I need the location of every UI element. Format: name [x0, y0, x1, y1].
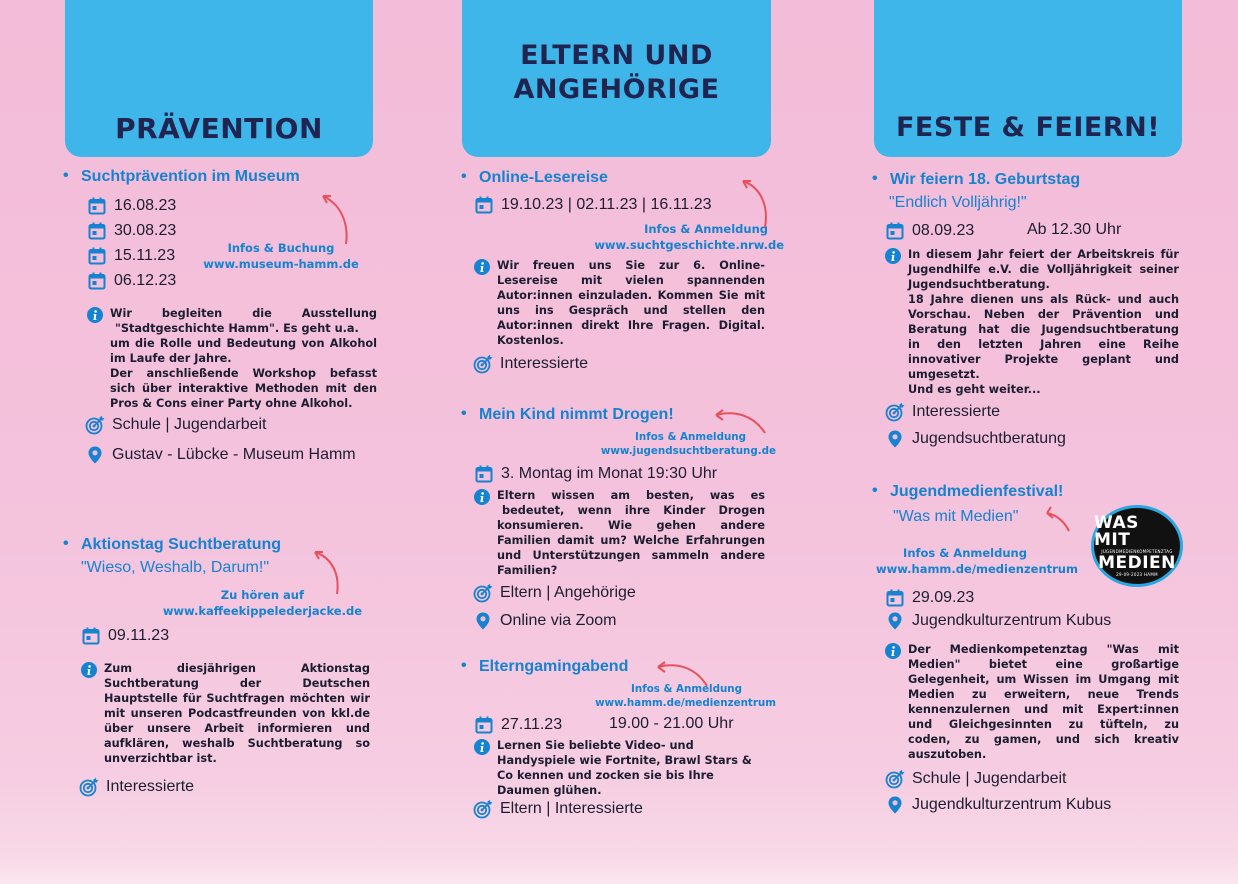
location-pin-icon: [885, 795, 905, 815]
event-link[interactable]: Infos & Anmeldung www.hamm.de/medienzentrum: [876, 546, 1078, 576]
event-info: [474, 738, 770, 798]
event-audience: Schule | Jugendarbeit: [885, 769, 1066, 789]
info-icon: [87, 307, 103, 323]
event-date: 15.11.23: [87, 246, 175, 266]
event-time: Ab 12.30 Uhr: [1027, 221, 1122, 238]
event-title: • Mein Kind nimmt Drogen!: [479, 406, 674, 424]
event-audience: Interessierte: [79, 777, 194, 797]
event-location: Jugendsuchtberatung: [885, 429, 1066, 449]
event-link[interactable]: Zu hören auf www.kaffeekippelederjacke.de: [162, 588, 362, 618]
arrow-icon: [738, 177, 772, 229]
calendar-icon: [474, 464, 494, 484]
event-info-text: Wir begleiten die Ausstellung "Stadtgeschichte Hamm". Es geht u.a. um die Rolle und Bedeutung von Alkohol im Laufe der Jahre. Der anschließende Workshop befasst sich über interaktive Methoden mit den Pros & Cons einer Party ohne Alkohol.: [110, 307, 377, 410]
event-location: Online via Zoom: [473, 611, 617, 631]
event-date: 08.09.23: [885, 221, 974, 241]
event-subtitle: "Endlich Volljährig!": [889, 194, 1027, 211]
arrow-icon: [1042, 505, 1072, 533]
event-info: [885, 642, 1181, 762]
calendar-icon: [87, 196, 107, 216]
event-link[interactable]: Infos & Anmeldung www.hamm.de/medienzentrum: [595, 683, 776, 709]
calendar-icon: [87, 221, 107, 241]
event-time: 19.00 - 21.00 Uhr: [609, 715, 734, 732]
event-subtitle: "Wieso, Weshalb, Darum!": [81, 559, 270, 576]
event-date: 16.08.23: [87, 196, 176, 216]
target-icon: [885, 769, 905, 789]
event-info-text: Lernen Sie beliebte Video- und Handyspiele wie Fortnite, Brawl Stars & Co kennen und zocken sie bis Ihre Daumen glühen.: [497, 739, 752, 797]
banner-feste: [874, 0, 1182, 157]
event-audience: Interessierte: [473, 354, 588, 374]
event-info: [81, 661, 371, 766]
event-info-text: Wir freuen uns Sie zur 6. Online- Lesereise mit vielen spannenden Autor:innen einzuladen. Kommen Sie mit uns ins Gespräch und stellen den Autor:innen direkt Ihre Fragen. Digital. Kostenlos.: [497, 259, 765, 347]
banner-title: FESTE & FEIERN!: [895, 112, 1161, 143]
info-icon: [885, 248, 901, 264]
event-info-text: In diesem Jahr feiert der Arbeitskreis für Jugendhilfe e.V. die Volljährigkeit seiner Jugendsuchtberatung. 18 Jahre dienen uns als Rück- und auch Vorschau. Neben der Prävention und Beratung hat die Jugendsuchtberatung in den letzten Jahren eine Reihe innovativer Projekte geplant und umgesetzt. Und es geht weiter...: [908, 248, 1179, 396]
event-location: Gustav - Lübcke - Museum Hamm: [85, 445, 356, 465]
event-link[interactable]: Infos & Buchung www.museum-hamm.de: [203, 241, 359, 271]
calendar-icon: [885, 588, 905, 608]
event-date: 06.12.23: [87, 271, 176, 291]
was-mit-medien-logo: WAS MIT JUGENDMEDIENKOMPETENZTAG MEDIEN 29-09-2023 HAMM: [1091, 505, 1183, 587]
event-title: • Elterngamingabend: [479, 658, 628, 676]
location-pin-icon: [885, 611, 905, 631]
event-date: 27.11.23: [474, 715, 562, 735]
event-date: 09.11.23: [81, 626, 169, 646]
event-info: [87, 306, 377, 411]
location-pin-icon: [473, 611, 493, 631]
event-location: Jugendkulturzentrum Kubus: [885, 795, 1111, 815]
event-location: Jugendkulturzentrum Kubus: [885, 611, 1111, 631]
calendar-icon: [81, 626, 101, 646]
event-title: • Wir feiern 18. Geburtstag: [890, 171, 1080, 189]
event-audience: Interessierte: [885, 402, 1000, 422]
event-audience: Schule | Jugendarbeit: [85, 415, 266, 435]
banner-praevention: [65, 0, 373, 157]
event-subtitle: "Was mit Medien": [893, 508, 1019, 525]
target-icon: [85, 415, 105, 435]
calendar-icon: [87, 246, 107, 266]
info-icon: [474, 739, 490, 755]
event-link[interactable]: Infos & Anmeldung www.jugendsuchtberatung.de: [600, 431, 776, 457]
info-icon: [885, 643, 901, 659]
banner-title-line2: ANGEHÖRIGE: [513, 74, 720, 105]
target-icon: [473, 583, 493, 603]
target-icon: [79, 777, 99, 797]
event-info-text: Eltern wissen am besten, was es bedeutet, wenn ihre Kinder Drogen konsumieren. Wie gehen andere Familien damit um? Welche Erfahrungen und Unterstützungen sammeln andere Familien?: [497, 489, 765, 577]
banner-title: PRÄVENTION: [115, 112, 323, 145]
banner-title-line1: ELTERN UND: [520, 40, 713, 71]
calendar-icon: [87, 271, 107, 291]
event-date: 19.10.23 | 02.11.23 | 16.11.23: [474, 195, 712, 215]
event-info: [474, 258, 770, 348]
event-title: • Online-Lesereise: [479, 169, 608, 187]
location-pin-icon: [885, 429, 905, 449]
event-date: 3. Montag im Monat 19:30 Uhr: [474, 464, 717, 484]
event-link[interactable]: Infos & Anmeldung www.suchtgeschichte.nrw.de: [594, 222, 784, 252]
arrow-icon: [310, 548, 344, 596]
info-icon: [474, 489, 490, 505]
banner-eltern: [462, 0, 771, 157]
location-pin-icon: [85, 445, 105, 465]
event-audience: Eltern | Interessierte: [473, 799, 643, 819]
info-icon: [81, 662, 97, 678]
arrow-icon: [318, 192, 352, 246]
target-icon: [885, 402, 905, 422]
event-info: [474, 488, 770, 578]
event-info: [885, 247, 1181, 397]
event-date: 30.08.23: [87, 221, 176, 241]
event-audience: Eltern | Angehörige: [473, 583, 636, 603]
info-icon: [474, 259, 490, 275]
event-info-text: Der Medienkompetenztag "Was mit Medien" bietet eine großartige Gelegenheit, um Wissen im Umgang mit Medien zu erweitern, neue Trends kennenzulernen und mit Expert:innen und Gleichgesinnten zu tüfteln, zu coden, zu gamen, und sich kreativ auszutoben.: [908, 643, 1179, 761]
event-title: • Suchtprävention im Museum: [81, 168, 300, 186]
event-info-text: Zum diesjährigen Aktionstag Suchtberatung der Deutschen Hauptstelle für Suchtfragen möchten wir mit unseren Podcastfreunden von kkl.de über unsere Arbeit informieren und aufklären, weshalb Suchtberatung so unverzichtbar ist.: [104, 662, 370, 765]
event-title: • Aktionstag Suchtberatung: [81, 536, 281, 554]
floor-shadow: [0, 850, 1238, 884]
target-icon: [473, 354, 493, 374]
target-icon: [473, 799, 493, 819]
calendar-icon: [474, 195, 494, 215]
event-title: • Jugendmedienfestival!: [890, 483, 1063, 501]
event-date: 29.09.23: [885, 588, 974, 608]
calendar-icon: [885, 221, 905, 241]
calendar-icon: [474, 715, 494, 735]
